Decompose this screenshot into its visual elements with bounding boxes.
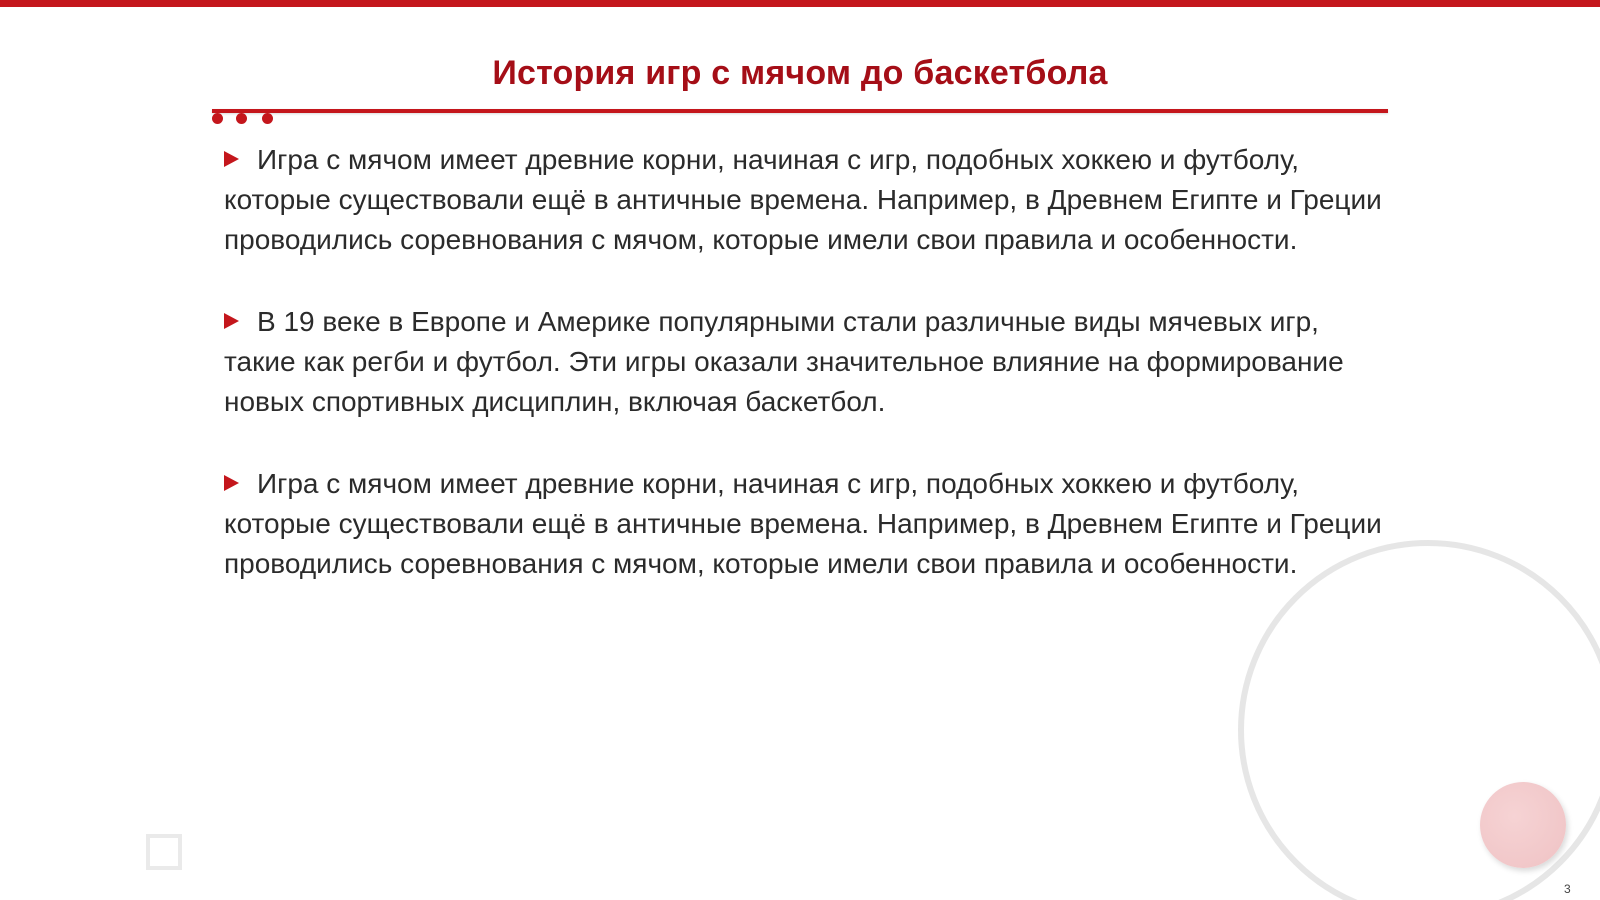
dot-icon: [262, 113, 273, 124]
bullet-text: В 19 веке в Европе и Америке популярными стали различные виды мячевых игр, такие как регби и футбол. Эти игры оказали значительное влияние на формирование новых спортивных дисциплин, включая баскетбол.: [224, 306, 1344, 417]
top-accent-bar: [0, 0, 1600, 7]
bullet-item: [224, 302, 1394, 422]
title-underline: [212, 109, 1388, 113]
dot-icon: [212, 113, 223, 124]
triangle-right-icon: [224, 475, 239, 491]
bullet-list: [224, 140, 1394, 626]
dot-icon: [236, 113, 247, 124]
decorative-square: [146, 834, 182, 870]
decorative-circle: [1480, 782, 1566, 868]
slide-title: История игр с мячом до баскетбола: [492, 54, 1108, 92]
bullet-item: [224, 140, 1394, 260]
page-number: 3: [1564, 882, 1571, 896]
bullet-item: [224, 464, 1394, 584]
triangle-right-icon: [224, 313, 239, 329]
bullet-text: Игра с мячом имеет древние корни, начиная с игр, подобных хоккею и футболу, которые существовали ещё в античные времена. Например, в Древнем Египте и Греции проводились соревнования с мячом, которые имели свои правила и особенности.: [224, 144, 1382, 255]
bullet-text: Игра с мячом имеет древние корни, начиная с игр, подобных хоккею и футболу, которые существовали ещё в античные времена. Например, в Древнем Египте и Греции проводились соревнования с мячом, которые имели свои правила и особенности.: [224, 468, 1382, 579]
triangle-right-icon: [224, 151, 239, 167]
